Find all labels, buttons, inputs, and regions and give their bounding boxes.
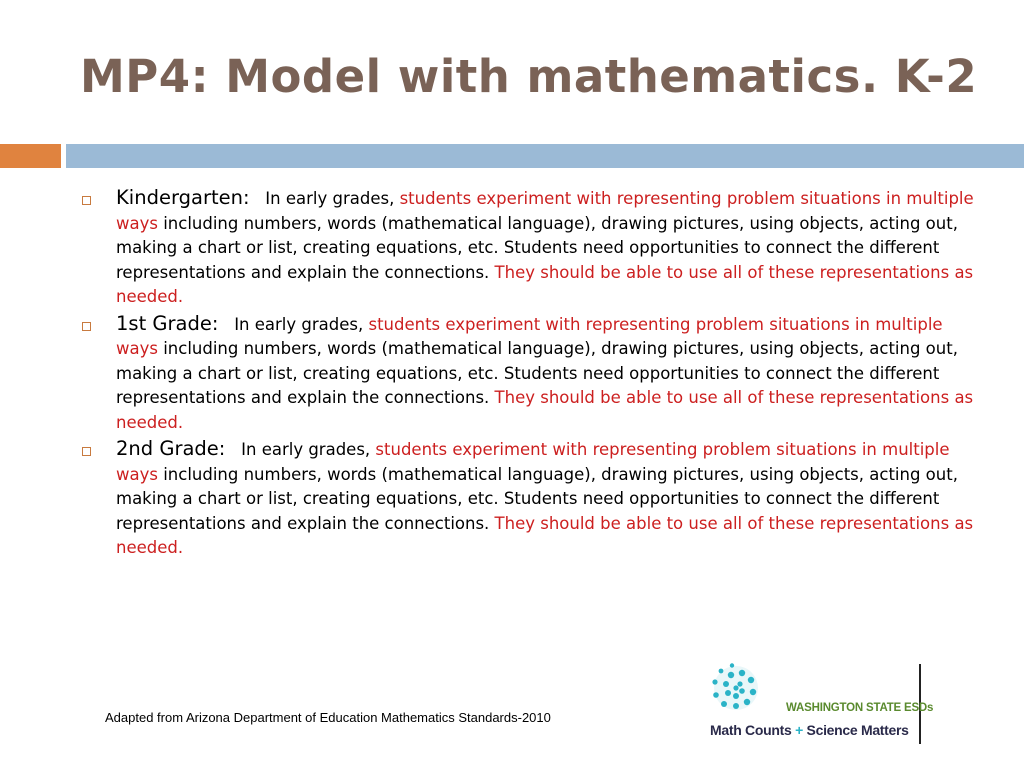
slide-title: MP4: Model with mathematics. K-2 [80, 50, 978, 103]
list-item [82, 437, 982, 561]
logo-tagline-right: Science Matters [806, 722, 909, 738]
bullet-heading: Kindergarten: [116, 186, 250, 209]
bullet-text [116, 186, 982, 310]
bullet-highlight: students experiment with representing problem situations in multiple ways [116, 314, 943, 358]
bullet-highlight: They should be able to use all of these representations as needed. [116, 388, 974, 432]
list-item [82, 186, 982, 310]
square-bullet-icon [82, 322, 91, 331]
square-bullet-icon [82, 447, 91, 456]
accent-bar-orange [0, 144, 61, 168]
list-item [82, 312, 982, 436]
bullet-intro: In early grades, [265, 189, 400, 208]
bullet-highlight: They should be able to use all of these representations as needed. [116, 513, 974, 557]
logo-tagline-plus: + [795, 722, 803, 738]
logo-tagline-left: Math Counts [710, 722, 792, 738]
bullet-list [82, 186, 982, 563]
logo-tagline [710, 722, 909, 738]
source-citation: Adapted from Arizona Department of Education Mathematics Standards-2010 [105, 710, 551, 725]
accent-bar-blue [66, 144, 1024, 168]
bullet-text [116, 437, 982, 561]
bullet-intro: In early grades, [234, 314, 369, 334]
logo-wordmark: WASHINGTON STATE ESDs [786, 702, 934, 714]
bullet-highlight: They should be able to use all of these representations as needed. [116, 262, 974, 306]
bullet-text [116, 312, 982, 436]
bullet-highlight: students experiment with representing problem situations in multiple ways [116, 440, 950, 484]
bullet-highlight: students experiment with representing problem situations in multiple ways [116, 189, 974, 233]
square-bullet-icon [82, 196, 91, 205]
bullet-body: including numbers, words (mathematical language), drawing pictures, using objects, acting out, making a chart or list, creating equations, etc. Students need opportunities to connect the different representations and explain the connections. [116, 464, 958, 533]
bullet-intro: In early grades, [241, 440, 376, 459]
bullet-body: including numbers, words (mathematical language), drawing pictures, using objects, acting out, making a chart or list, creating equations, etc. Students need opportunities to connect the different representations and explain the connections. [116, 339, 958, 407]
bullet-heading: 1st Grade: [116, 311, 219, 335]
bullet-heading: 2nd Grade: [116, 437, 226, 460]
bullet-body: including numbers, words (mathematical language), drawing pictures, using objects, acting out, making a chart or list, creating equations, etc. Students need opportunities to connect the different representations and explain the connections. [116, 213, 958, 282]
